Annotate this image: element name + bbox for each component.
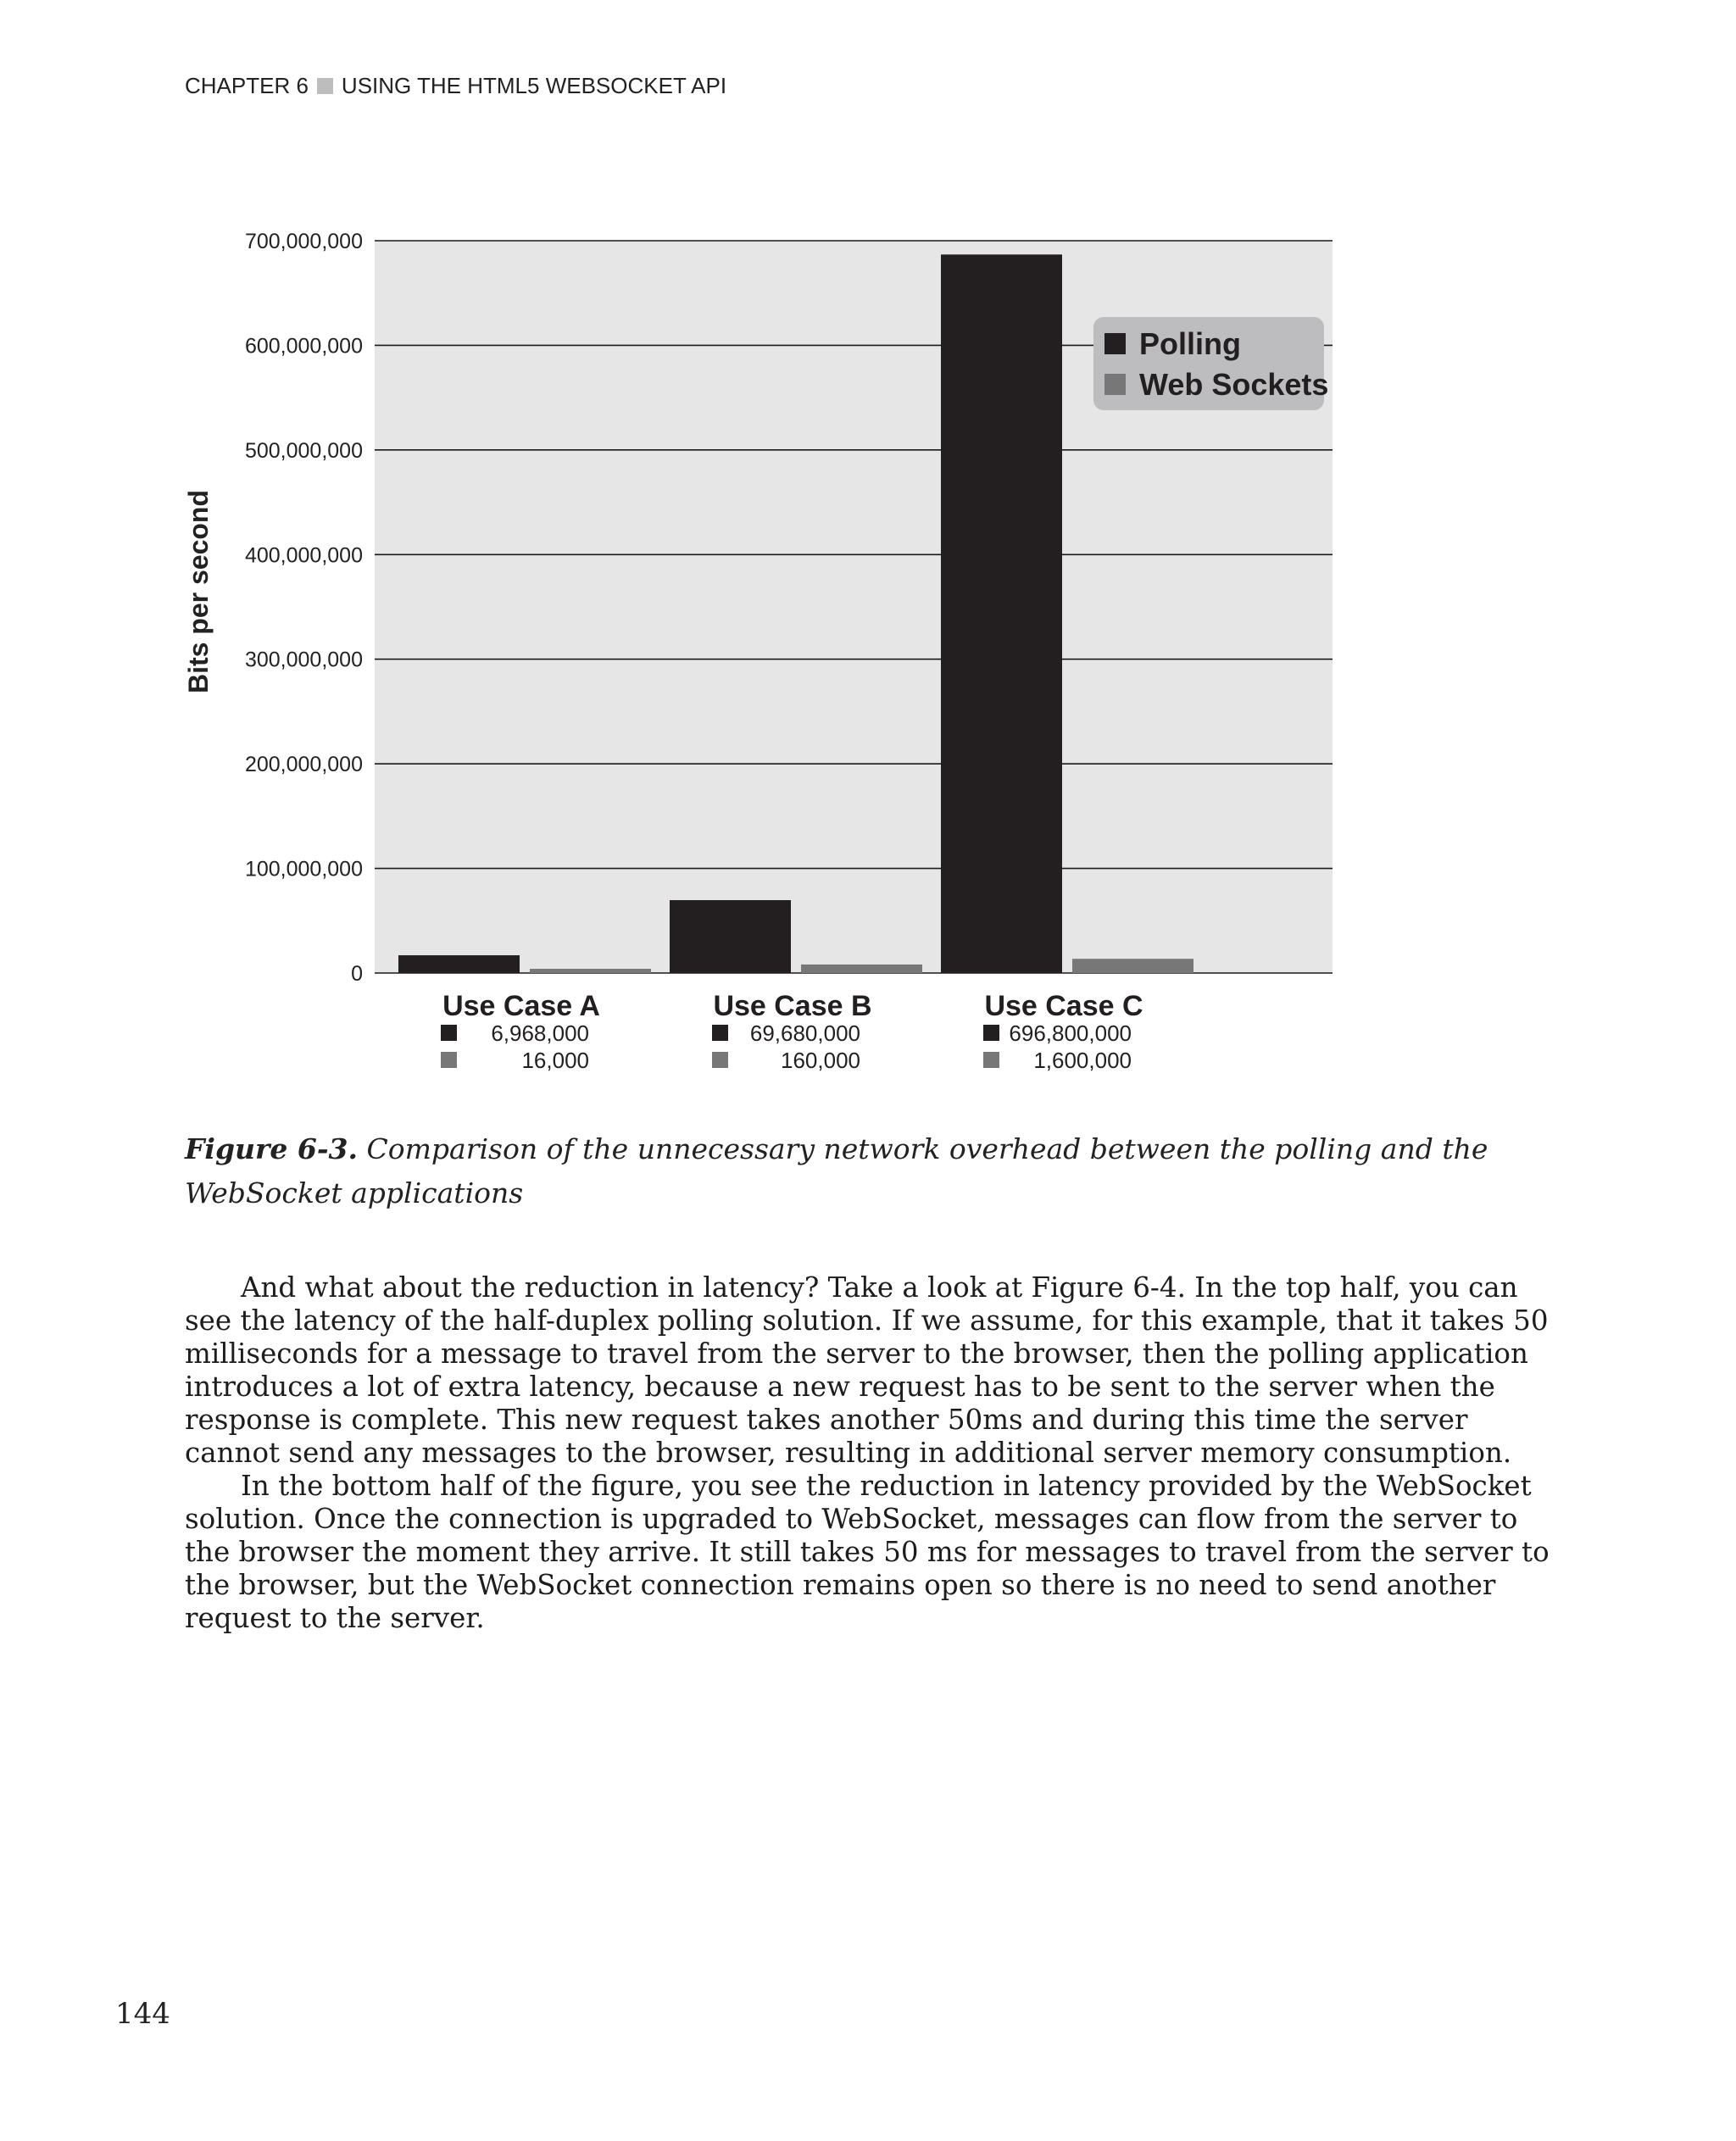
legend-polling-label: Polling bbox=[1139, 326, 1241, 361]
figure-label: Figure 6-3. bbox=[185, 1132, 359, 1165]
data-label: 16,000 bbox=[521, 1048, 589, 1073]
data-label: 6,968,000 bbox=[491, 1020, 589, 1046]
data-label: 1,600,000 bbox=[1033, 1048, 1132, 1073]
data-label: 160,000 bbox=[781, 1048, 860, 1073]
bar-web-sockets bbox=[1072, 959, 1194, 973]
legend-polling-swatch bbox=[1104, 333, 1126, 354]
page-number: 144 bbox=[115, 1997, 170, 2031]
running-header bbox=[185, 73, 726, 99]
data-label: 69,680,000 bbox=[749, 1020, 860, 1046]
figure-caption bbox=[185, 1127, 1541, 1215]
legend bbox=[1093, 317, 1328, 410]
paragraph: And what about the reduction in latency? Take a look at Figure 6-4. In the top half, you can see the latency of the half-duplex polling solution. If we assume, for this example, that it takes 50 milliseconds for a message to travel from the server to the browser, then the polling application introduces a lot of extra latency, because a new request has to be sent to the server when the response is complete. This new request takes another 50ms and during this time the server cannot send any messages to the browser, resulting in additional server memory consumption. bbox=[185, 1271, 1549, 1469]
bar-chart bbox=[170, 212, 1356, 1093]
y-tick-label: 600,000,000 bbox=[244, 334, 363, 359]
table-swatch-polling bbox=[441, 1025, 457, 1041]
y-tick-label: 100,000,000 bbox=[244, 857, 363, 881]
legend-websockets-label: Web Sockets bbox=[1139, 367, 1329, 402]
bar-polling bbox=[670, 900, 791, 973]
x-category-table bbox=[441, 990, 1143, 1073]
y-tick-label: 200,000,000 bbox=[244, 753, 363, 777]
y-tick-labels bbox=[245, 230, 363, 986]
body-text bbox=[185, 1271, 1550, 1635]
table-swatch-web-sockets bbox=[983, 1052, 999, 1068]
x-category-label: Use Case A bbox=[442, 990, 600, 1022]
bar-web-sockets bbox=[530, 969, 651, 973]
chapter-label: CHAPTER 6 bbox=[185, 73, 309, 98]
table-swatch-polling bbox=[983, 1025, 999, 1041]
data-label: 696,800,000 bbox=[1009, 1020, 1132, 1046]
y-tick-label: 0 bbox=[351, 962, 363, 986]
caption-text: Comparison of the unnecessary network overhead between the polling and the WebSocket applications bbox=[185, 1132, 1488, 1210]
chapter-title: USING THE HTML5 WEBSOCKET API bbox=[341, 73, 727, 98]
y-tick-label: 300,000,000 bbox=[244, 648, 363, 672]
legend-websockets-swatch bbox=[1104, 374, 1126, 395]
table-swatch-web-sockets bbox=[712, 1052, 728, 1068]
bar-web-sockets bbox=[801, 965, 922, 973]
bar-polling bbox=[398, 955, 520, 973]
x-category-label: Use Case C bbox=[984, 990, 1143, 1022]
bar-polling bbox=[941, 254, 1062, 973]
y-tick-label: 400,000,000 bbox=[244, 543, 363, 568]
x-category-label: Use Case B bbox=[713, 990, 872, 1022]
y-tick-label: 500,000,000 bbox=[244, 438, 363, 463]
paragraph: In the bottom half of the figure, you see the reduction in latency provided by the WebSocket solution. Once the connection is upgraded to WebSocket, messages can flow from the server to the browser the moment they arrive. It still takes 50 ms for messages to travel from the server to the browser, but the WebSocket connection remains open so there is no need to send another request to the server. bbox=[185, 1470, 1550, 1634]
square-bullet-icon bbox=[317, 78, 333, 94]
y-tick-label: 700,000,000 bbox=[244, 230, 363, 253]
table-swatch-web-sockets bbox=[441, 1052, 457, 1068]
table-swatch-polling bbox=[712, 1025, 728, 1041]
y-axis-label: Bits per second bbox=[183, 489, 214, 694]
